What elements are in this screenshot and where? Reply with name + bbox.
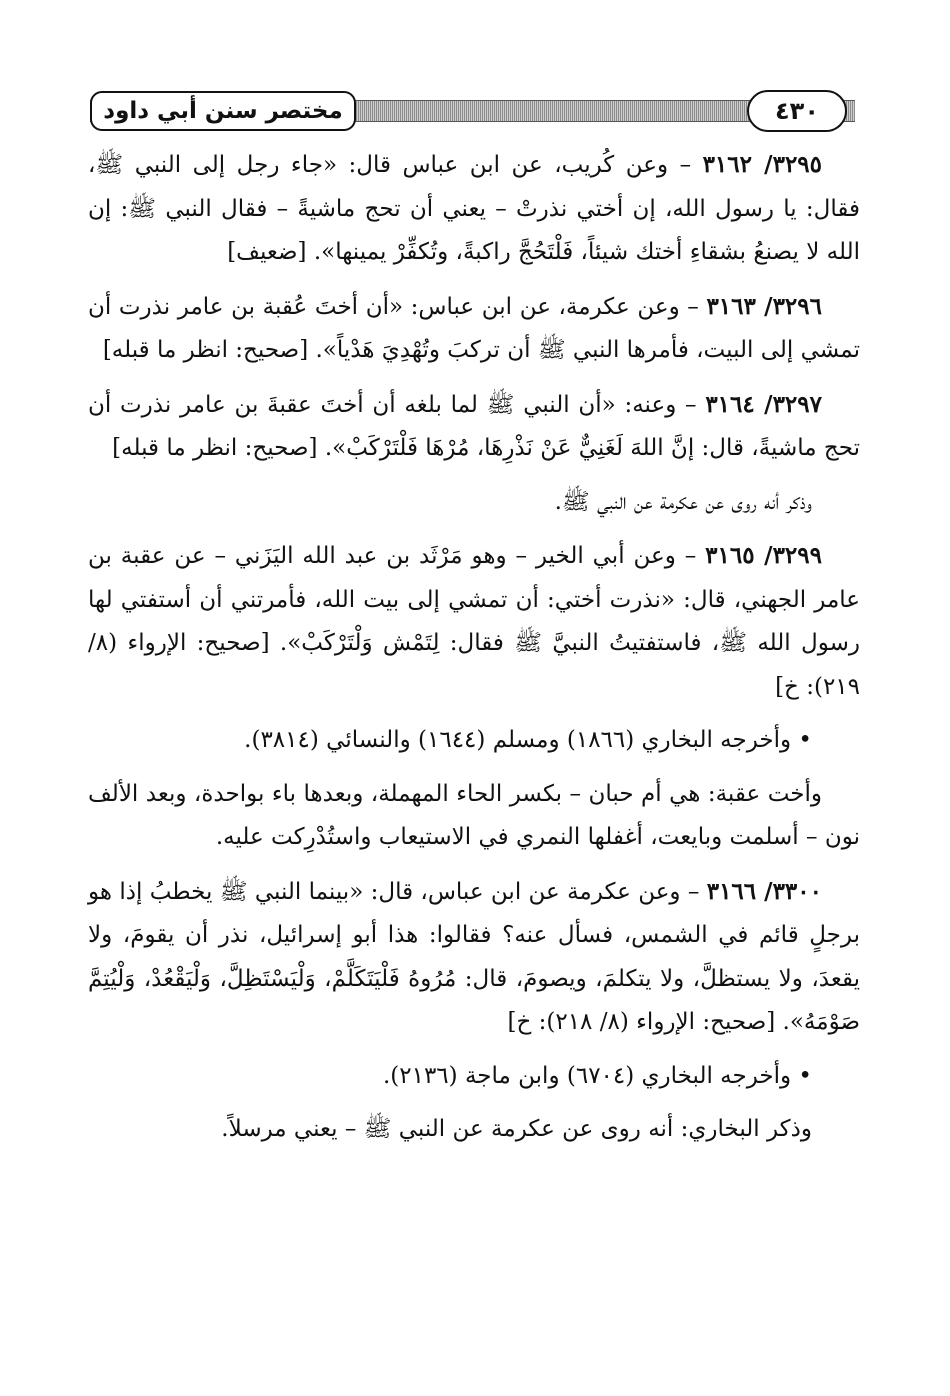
hadith-text: – وعن أبي الخير – وهو مَرْثَد بن عبد الله اليَزَني – عن عقبة بن عامر الجهني، قال: «نذرت أختي: أن تمشي إلى بيت الله، فأمرتني أن أستفتي لها رسول الله ﷺ، فاستفتيتُ النبيَّ ﷺ فقال: لِتَمْش وَلْتَرْكَبْ». [صحيح: الإرواء (٨/ ٢١٩): خ]: [88, 543, 860, 700]
takhrij-note: [88, 1055, 860, 1099]
hadith-text: – وعن عكرمة، عن ابن عباس: «أن أختَ عُقبة بن عامر نذرت أن تمشي إلى البيت، فأمرها النبي ﷺ أن تركبَ وتُهْدِيَ هَدْياً». [صحيح: انظر ما قبله]: [88, 293, 860, 363]
book-title: مختصر سنن أبي داود: [90, 91, 356, 131]
commentary-text: وأخت عقبة: هي أم حبان – بكسر الحاء المهملة، وبعدها باء بواحدة، وبعد الألف نون – أسلمت وبايعت، أغفلها النمري في الاستيعاب واستُدْرِكت عليه.: [88, 780, 860, 850]
hadith-paragraph: [88, 383, 860, 471]
hadith-paragraph: [88, 143, 860, 275]
hadith-text: – وعن عكرمة عن ابن عباس، قال: «بينما النبي ﷺ يخطبُ إذا هو برجلٍ قائم في الشمس، فسأل عنه؟ فقالوا: هذا أبو إسرائيل، نذر أن يقومَ، ولا يقعدَ، ولا يستظلَّ، ولا يتكلمَ، ويصومَ، قال: مُرُوهُ فَلْيَتَكَلَّمْ، وَلْيَسْتَظِلَّ، وَلْيَقْعُدْ، وَلْيُتِمَّ صَوْمَهُ». [صحيح: الإرواء (٨/ ٢١٨): خ]: [88, 878, 860, 1035]
hadith-paragraph: [88, 534, 860, 709]
hadith-number: ٣٢٩٥/ ٣١٦٢: [702, 151, 823, 178]
hadith-number: ٣٢٩٦/ ٣١٦٣: [706, 292, 822, 320]
page-number: ٤٣٠: [747, 90, 847, 132]
note-paragraph: [88, 481, 860, 525]
hadith-text: – وعنه: «أن النبي ﷺ لما بلغه أن أختَ عقبةَ بن عامر نذرت أن تحج ماشيةً، قال: إنَّ اللهَ لَغَنِيٌّ عَنْ نَذْرِهَا، مُرْهَا فَلْتَرْكَبْ». [صحيح: انظر ما قبله]: [88, 391, 860, 461]
hadith-number: ٣٢٩٩/ ٣١٦٥: [705, 542, 822, 569]
hadith-number: ٣٣٠٠/ ٣١٦٦: [706, 877, 822, 905]
hadith-number: ٣٢٩٧/ ٣١٦٤: [705, 390, 822, 418]
hadith-text: – وعن كُريب، عن ابن عباس قال: «جاء رجل إلى النبي ﷺ، فقال: يا رسول الله، إن أختي نذرتْ – يعني أن تحج ماشيةً – فقال النبي ﷺ: إن الله لا يصنعُ بشقاءِ أختك شيئاً، فَلْتَحُجَّ راكبةً، وتُكفِّرْ يمينها». [ضعيف]: [88, 152, 860, 265]
commentary-paragraph: [88, 773, 860, 860]
note-text: • وأخرجه البخاري (٦٧٠٤) وابن ماجة (٢١٣٦).: [382, 1062, 812, 1089]
hadith-paragraph: [88, 285, 860, 373]
hadith-paragraph: [88, 870, 860, 1045]
takhrij-note: [88, 719, 860, 763]
running-header: [90, 88, 855, 136]
note-text: • وأخرجه البخاري (١٨٦٦) ومسلم (١٦٤٤) والنسائي (٣٨١٤).: [244, 727, 812, 753]
note-text: وذكر أنه روى عن عكرمة عن النبي ﷺ.: [554, 488, 812, 515]
page-body: [88, 143, 860, 1162]
note-paragraph: [88, 1108, 860, 1152]
note-text: وذكر البخاري: أنه روى عن عكرمة عن النبي ﷺ – يعني مرسلاً.: [221, 1116, 812, 1142]
